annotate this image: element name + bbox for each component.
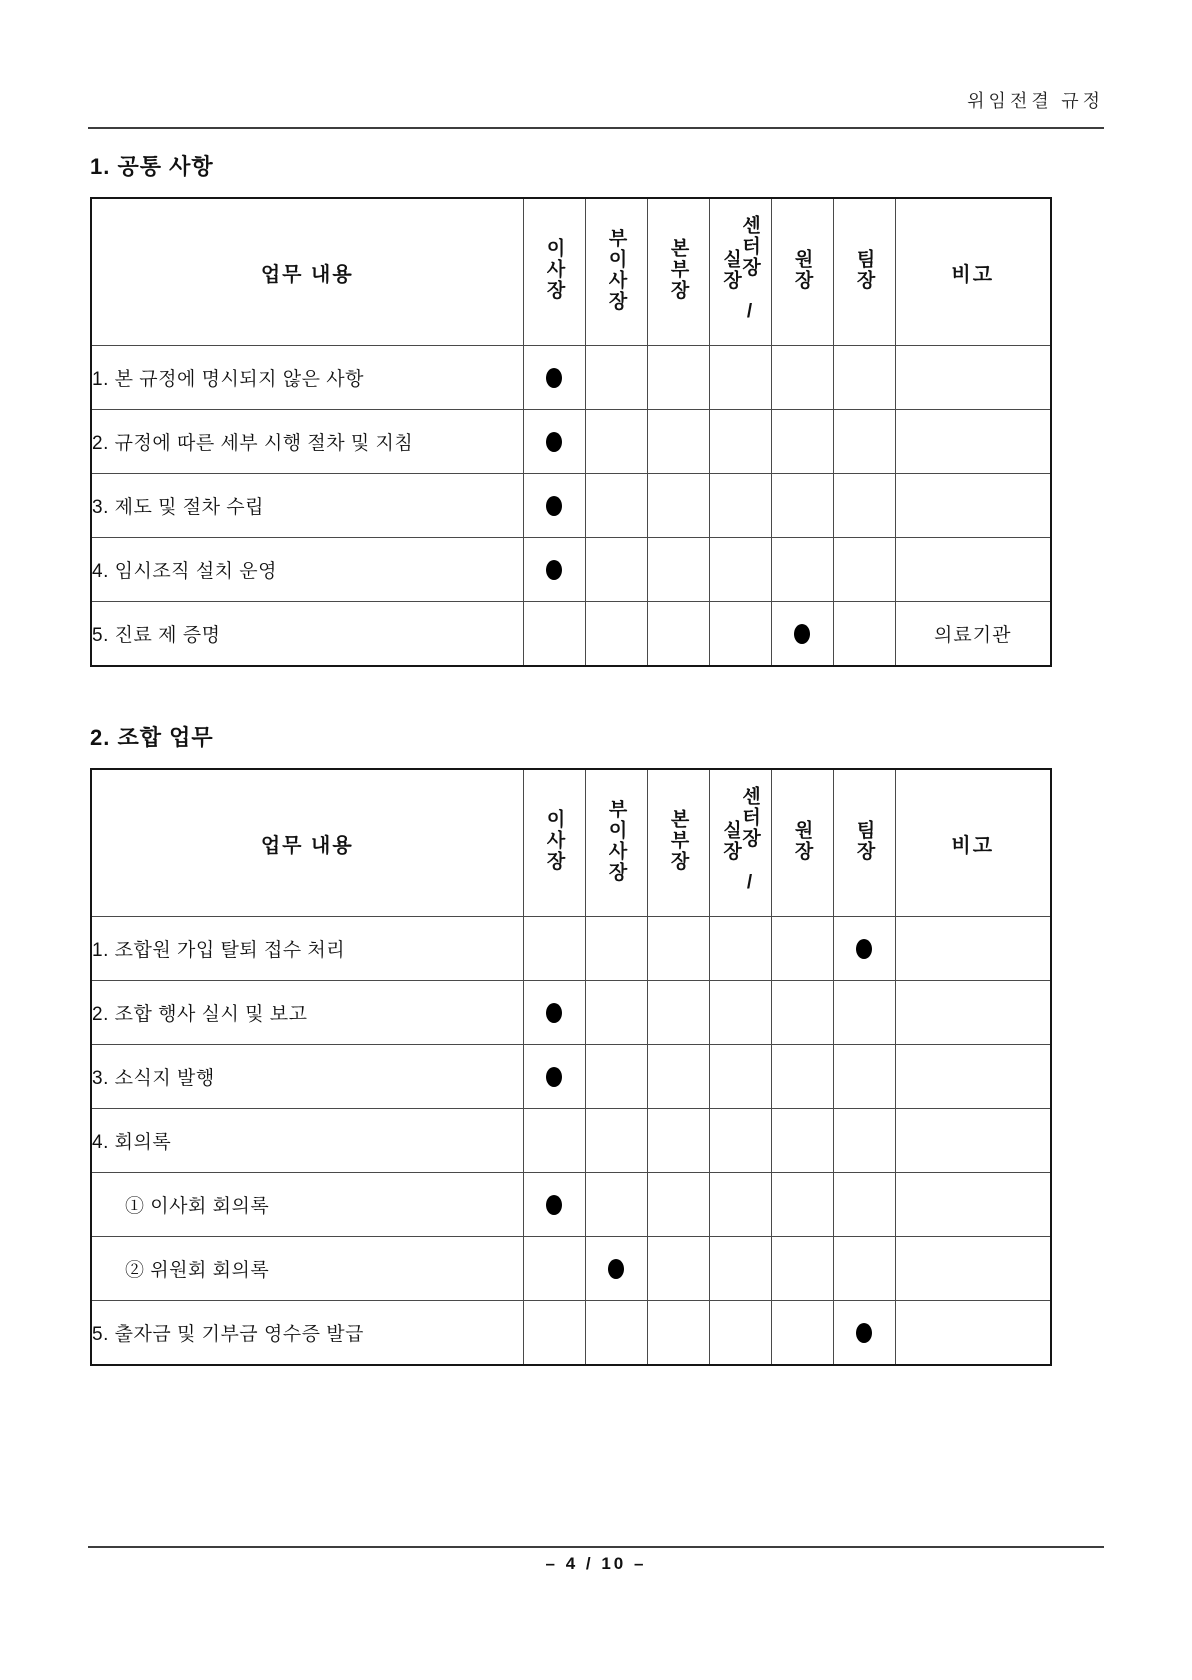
remark-cell xyxy=(895,917,1051,981)
approval-cell-6 xyxy=(833,1301,895,1366)
approval-cell-1 xyxy=(523,917,585,981)
column-header-approver-1 xyxy=(523,198,585,346)
approval-dot-icon xyxy=(546,560,562,580)
remark-cell: 의료기관 xyxy=(895,602,1051,667)
table-row xyxy=(91,917,1051,981)
approval-cell-3 xyxy=(647,917,709,981)
approval-cell-1 xyxy=(523,1045,585,1109)
approval-cell-4 xyxy=(709,346,771,410)
column-header-approver-1 xyxy=(523,769,585,917)
column-header-approver-3 xyxy=(647,198,709,346)
approval-cell-6 xyxy=(833,1109,895,1173)
task-cell: 1. 조합원 가입 탈퇴 접수 처리 xyxy=(91,917,523,981)
remark-cell xyxy=(895,474,1051,538)
task-cell: 5. 출자금 및 기부금 영수증 발급 xyxy=(91,1301,523,1366)
approval-cell-1 xyxy=(523,538,585,602)
table-header-row xyxy=(91,769,1051,917)
approval-cell-2 xyxy=(585,538,647,602)
section-title: 2. 조합 업무 xyxy=(90,725,214,750)
approval-cell-6 xyxy=(833,1045,895,1109)
approval-cell-6 xyxy=(833,1173,895,1237)
approval-cell-4 xyxy=(709,474,771,538)
approval-cell-5 xyxy=(771,346,833,410)
column-header-approver-5 xyxy=(771,769,833,917)
approval-cell-6 xyxy=(833,474,895,538)
remark-cell xyxy=(895,538,1051,602)
vertical-column-label: 본부장 xyxy=(667,809,689,872)
approval-dot-icon xyxy=(856,939,872,959)
approval-cell-6 xyxy=(833,981,895,1045)
approval-cell-6 xyxy=(833,346,895,410)
approval-cell-6 xyxy=(833,602,895,667)
approval-cell-3 xyxy=(647,602,709,667)
vertical-column-label: 원장 xyxy=(791,819,813,862)
approval-cell-4 xyxy=(709,981,771,1045)
table-row xyxy=(91,1237,1051,1301)
approval-cell-3 xyxy=(647,1237,709,1301)
approval-cell-2 xyxy=(585,1173,647,1237)
approval-cell-5 xyxy=(771,1237,833,1301)
approval-cell-3 xyxy=(647,346,709,410)
rule-section-2 xyxy=(90,724,1050,1366)
approval-dot-icon xyxy=(856,1323,872,1343)
approval-cell-2 xyxy=(585,346,647,410)
vertical-column-label: 부이사장 xyxy=(605,227,627,312)
column-header-approver-3 xyxy=(647,769,709,917)
approval-cell-5 xyxy=(771,1109,833,1173)
approval-cell-6 xyxy=(833,917,895,981)
section-title: 1. 공통 사항 xyxy=(90,154,214,179)
approval-cell-2 xyxy=(585,410,647,474)
table-header-row xyxy=(91,198,1051,346)
approval-cell-5 xyxy=(771,602,833,667)
table-row xyxy=(91,474,1051,538)
remark-cell xyxy=(895,410,1051,474)
approval-dot-icon xyxy=(546,496,562,516)
table-row xyxy=(91,1045,1051,1109)
task-cell: ① 이사회 회의록 xyxy=(91,1173,523,1237)
task-cell: 4. 임시조직 설치 운영 xyxy=(91,538,523,602)
approval-cell-4 xyxy=(709,1301,771,1366)
table-row xyxy=(91,346,1051,410)
approval-dot-icon xyxy=(546,432,562,452)
approval-cell-1 xyxy=(523,1173,585,1237)
approval-cell-1 xyxy=(523,1301,585,1366)
rule-section-1 xyxy=(90,153,1050,667)
approval-cell-3 xyxy=(647,538,709,602)
approval-dot-icon xyxy=(546,1003,562,1023)
delegation-table xyxy=(90,768,1052,1366)
vertical-column-label: 센터장 / 실장 xyxy=(720,215,760,324)
approval-dot-icon xyxy=(546,1195,562,1215)
approval-cell-5 xyxy=(771,1173,833,1237)
column-header-remark: 비고 xyxy=(895,769,1051,917)
vertical-column-label: 부이사장 xyxy=(605,798,627,883)
column-header-approver-2 xyxy=(585,198,647,346)
approval-cell-5 xyxy=(771,474,833,538)
table-row xyxy=(91,602,1051,667)
approval-cell-3 xyxy=(647,1301,709,1366)
approval-cell-5 xyxy=(771,981,833,1045)
approval-dot-icon xyxy=(608,1259,624,1279)
vertical-column-label: 원장 xyxy=(791,248,813,291)
approval-cell-4 xyxy=(709,917,771,981)
column-header-approver-4 xyxy=(709,198,771,346)
approval-cell-2 xyxy=(585,602,647,667)
approval-cell-5 xyxy=(771,1045,833,1109)
approval-cell-3 xyxy=(647,1109,709,1173)
column-header-approver-5 xyxy=(771,198,833,346)
task-cell: 2. 규정에 따른 세부 시행 절차 및 지침 xyxy=(91,410,523,474)
remark-cell xyxy=(895,981,1051,1045)
task-cell: 2. 조합 행사 실시 및 보고 xyxy=(91,981,523,1045)
vertical-column-label: 이사장 xyxy=(543,238,565,301)
approval-cell-2 xyxy=(585,1301,647,1366)
approval-cell-2 xyxy=(585,1109,647,1173)
approval-cell-1 xyxy=(523,410,585,474)
remark-cell xyxy=(895,346,1051,410)
approval-cell-5 xyxy=(771,917,833,981)
approval-cell-4 xyxy=(709,410,771,474)
table-row xyxy=(91,1173,1051,1237)
approval-dot-icon xyxy=(546,368,562,388)
task-cell: ② 위원회 회의록 xyxy=(91,1237,523,1301)
approval-cell-3 xyxy=(647,474,709,538)
approval-cell-6 xyxy=(833,538,895,602)
vertical-column-label: 팀장 xyxy=(853,248,875,291)
page-number: – 4 / 10 – xyxy=(545,1554,647,1573)
task-cell: 3. 소식지 발행 xyxy=(91,1045,523,1109)
remark-cell xyxy=(895,1045,1051,1109)
column-header-approver-4 xyxy=(709,769,771,917)
approval-cell-4 xyxy=(709,1237,771,1301)
approval-cell-6 xyxy=(833,410,895,474)
column-header-approver-6 xyxy=(833,769,895,917)
remark-cell xyxy=(895,1109,1051,1173)
task-cell: 4. 회의록 xyxy=(91,1109,523,1173)
approval-cell-1 xyxy=(523,1109,585,1173)
approval-cell-4 xyxy=(709,1109,771,1173)
approval-cell-2 xyxy=(585,1045,647,1109)
approval-cell-1 xyxy=(523,474,585,538)
column-header-approver-6 xyxy=(833,198,895,346)
vertical-column-label: 센터장 / 실장 xyxy=(720,786,760,895)
approval-cell-5 xyxy=(771,1301,833,1366)
vertical-column-label: 이사장 xyxy=(543,809,565,872)
approval-cell-5 xyxy=(771,538,833,602)
vertical-column-label: 본부장 xyxy=(667,238,689,301)
column-header-task: 업무 내용 xyxy=(91,198,523,346)
table-row xyxy=(91,1109,1051,1173)
approval-cell-3 xyxy=(647,410,709,474)
approval-cell-2 xyxy=(585,474,647,538)
remark-cell xyxy=(895,1301,1051,1366)
column-header-task: 업무 내용 xyxy=(91,769,523,917)
table-row xyxy=(91,410,1051,474)
delegation-table xyxy=(90,197,1052,667)
approval-cell-1 xyxy=(523,1237,585,1301)
approval-cell-1 xyxy=(523,602,585,667)
approval-cell-1 xyxy=(523,981,585,1045)
approval-cell-2 xyxy=(585,1237,647,1301)
approval-cell-4 xyxy=(709,1045,771,1109)
approval-cell-1 xyxy=(523,346,585,410)
approval-dot-icon xyxy=(546,1067,562,1087)
column-header-remark: 비고 xyxy=(895,198,1051,346)
approval-cell-6 xyxy=(833,1237,895,1301)
column-header-approver-2 xyxy=(585,769,647,917)
approval-dot-icon xyxy=(794,624,810,644)
approval-cell-3 xyxy=(647,1045,709,1109)
approval-cell-3 xyxy=(647,1173,709,1237)
remark-cell xyxy=(895,1237,1051,1301)
approval-cell-4 xyxy=(709,538,771,602)
approval-cell-4 xyxy=(709,602,771,667)
task-cell: 3. 제도 및 절차 수립 xyxy=(91,474,523,538)
table-row xyxy=(91,981,1051,1045)
vertical-column-label: 팀장 xyxy=(853,819,875,862)
approval-cell-3 xyxy=(647,981,709,1045)
approval-cell-5 xyxy=(771,410,833,474)
document-content xyxy=(90,153,1050,1366)
document-footer xyxy=(88,1546,1104,1574)
document-header xyxy=(88,90,1104,129)
task-cell: 1. 본 규정에 명시되지 않은 사항 xyxy=(91,346,523,410)
table-row xyxy=(91,1301,1051,1366)
approval-cell-2 xyxy=(585,981,647,1045)
document-header-title: 위임전결 규정 xyxy=(967,91,1104,111)
remark-cell xyxy=(895,1173,1051,1237)
approval-cell-2 xyxy=(585,917,647,981)
approval-cell-4 xyxy=(709,1173,771,1237)
task-cell: 5. 진료 제 증명 xyxy=(91,602,523,667)
table-row xyxy=(91,538,1051,602)
